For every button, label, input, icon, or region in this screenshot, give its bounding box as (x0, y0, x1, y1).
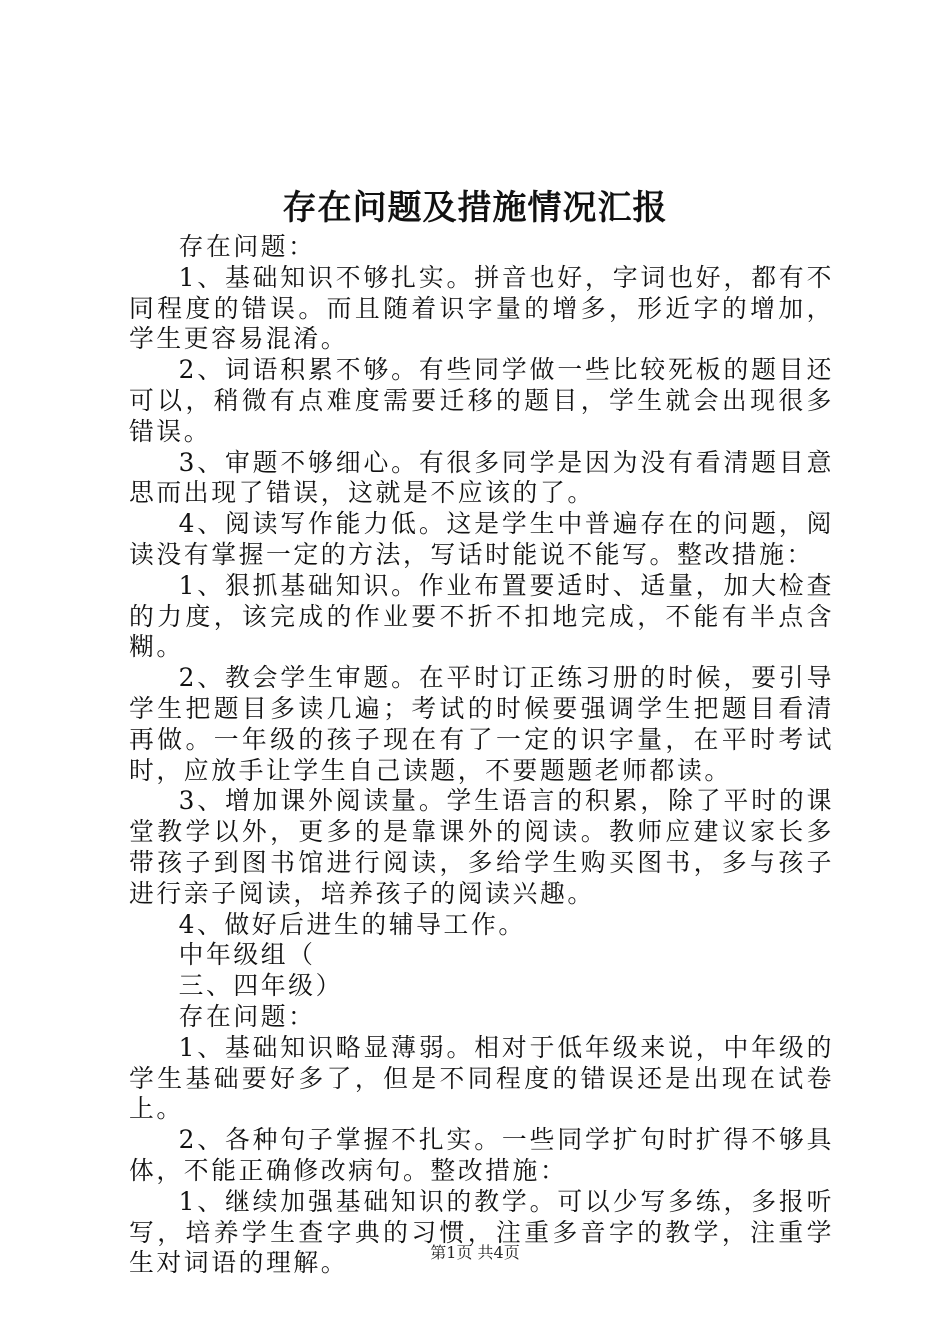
paragraph: 中年级组（ (178, 940, 316, 970)
document-title: 存在问题及措施情况汇报 (282, 188, 668, 228)
paragraph: 2、各种句子掌握不扎实。一些同学扩句时扩得不够具体，不能正确修改病句。整改措施： (129, 1125, 834, 1185)
paragraph: 3、增加课外阅读量。学生语言的积累，除了平时的课堂教学以外，更多的是靠课外的阅读。教师应建议家长多带孩子到图书馆进行阅读，多给学生购买图书，多与孩子进行亲子阅读，培养孩子的阅读兴趣。 (129, 786, 834, 908)
paragraph: 存在问题： (178, 1001, 316, 1031)
paragraph: 1、狠抓基础知识。作业布置要适时、适量，加大检查的力度，该完成的作业要不折不扣地完成，不能有半点含糊。 (129, 570, 834, 662)
paragraph: 4、做好后进生的辅导工作。 (178, 909, 526, 939)
paragraph: 三、四年级） (178, 971, 343, 1001)
page-number-footer: 第1页 共4页 (430, 1243, 520, 1262)
paragraph: 1、基础知识不够扎实。拼音也好，字词也好，都有不同程度的错误。而且随着识字量的增多，形近字的增加，学生更容易混淆。 (129, 262, 834, 354)
paragraph: 4、阅读写作能力低。这是学生中普遍存在的问题，阅读没有掌握一定的方法，写话时能说不能写。整改措施： (129, 509, 834, 569)
paragraph: 存在问题： (178, 232, 316, 261)
paragraph: 2、词语积累不够。有些同学做一些比较死板的题目还可以，稍微有点难度需要迁移的题目，学生就会出现很多错误。 (129, 355, 834, 446)
paragraph: 1、基础知识略显薄弱。相对于低年级来说，中年级的学生基础要好多了，但是不同程度的错误还是出现在试卷上。 (129, 1032, 834, 1124)
paragraph: 2、教会学生审题。在平时订正练习册的时候，要引导学生把题目多读几遍；考试的时候要强调学生把题目看清再做。一年级的孩子现在有了一定的识字量，在平时考试时，应放手让学生自己读题，不要题题老师都读。 (129, 663, 834, 785)
document-body (129, 232, 834, 1279)
paragraph: 1、继续加强基础知识的教学。可以少写多练，多报听写，培养学生查字典的习惯，注重多音字的教学，注重学生对词语的理解。 (129, 1186, 834, 1278)
paragraph: 3、审题不够细心。有很多同学是因为没有看清题目意思而出现了错误，这就是不应该的了。 (129, 447, 834, 508)
